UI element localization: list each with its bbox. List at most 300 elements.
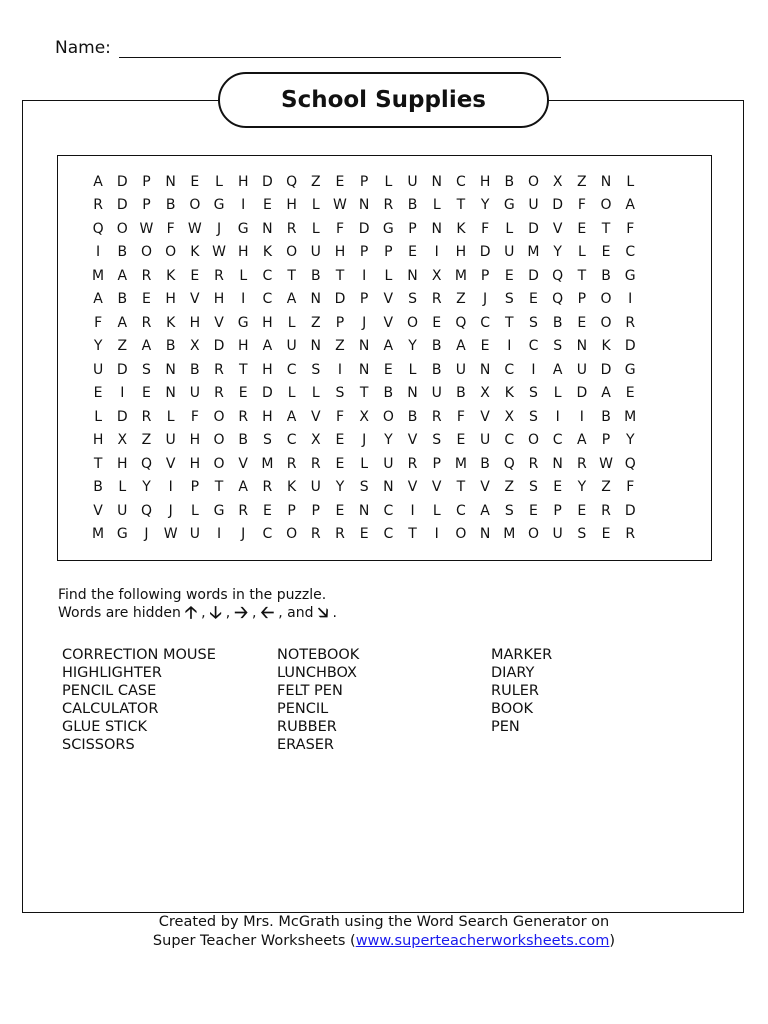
grid-letter: T [93, 455, 103, 472]
grid-letter: K [504, 385, 514, 402]
grid-row [86, 264, 642, 288]
grid-letter: U [407, 173, 418, 190]
grid-letter: E [383, 361, 393, 378]
separator: , [201, 605, 206, 621]
grid-letter: A [238, 479, 248, 496]
period: . [332, 605, 337, 621]
grid-letter: J [362, 432, 367, 449]
grid-letter: C [456, 502, 466, 519]
grid-letter: C [552, 432, 563, 449]
grid-letter: P [480, 267, 490, 284]
grid-letter: V [407, 432, 418, 449]
grid-letter: G [237, 220, 249, 237]
name-label: Name: [55, 38, 111, 58]
grid-letter: U [504, 244, 515, 261]
grid-letter: R [141, 267, 152, 284]
grid-letter: Y [553, 244, 562, 261]
grid-letter: F [577, 197, 586, 214]
grid-letter: U [479, 432, 491, 449]
grid-letter: N [165, 385, 176, 402]
grid-row [86, 217, 642, 241]
grid-letter: R [576, 455, 587, 472]
grid-letter: A [552, 361, 563, 378]
grid-letter: H [92, 432, 104, 449]
grid-letter: L [384, 267, 393, 284]
grid-letter: R [238, 408, 249, 425]
grid-letter: Z [456, 291, 466, 308]
grid-letter: R [214, 267, 224, 284]
grid-row [86, 452, 642, 476]
grid-letter: D [116, 361, 128, 378]
grid-letter: F [626, 220, 635, 237]
grid-letter: R [141, 408, 152, 425]
grid-letter: P [359, 173, 369, 190]
grid-letter: Z [335, 338, 345, 355]
grid-letter: O [455, 526, 467, 543]
grid-letter: S [408, 291, 417, 308]
grid-letter: V [480, 408, 490, 425]
grid-letter: U [310, 244, 321, 261]
grid-letter: S [529, 314, 538, 331]
grid-letter: D [600, 361, 612, 378]
grid-letter: X [117, 432, 128, 449]
grid-letter: L [311, 385, 320, 402]
grid-letter: R [286, 220, 297, 237]
grid-letter: O [213, 455, 225, 472]
grid-letter: A [93, 173, 103, 190]
arrow-left-icon: 🡠 [260, 603, 275, 623]
grid-letter: D [213, 338, 225, 355]
grid-letter: B [431, 361, 442, 378]
grid-letter: O [527, 432, 539, 449]
grid-letter: J [483, 291, 488, 308]
grid-letter: Y [408, 338, 417, 355]
grid-letter: Q [455, 314, 467, 331]
grid-letter: H [334, 244, 346, 261]
grid-letter: X [359, 408, 369, 425]
grid-letter: P [359, 291, 369, 308]
grid-letter: V [238, 455, 248, 472]
instruction-line-1: Find the following words in the puzzle. [58, 587, 327, 603]
grid-letter: E [262, 502, 272, 519]
grid-letter: C [262, 291, 273, 308]
grid-letter: A [286, 291, 297, 308]
grid-letter: F [456, 408, 465, 425]
grid-letter: D [552, 197, 564, 214]
grid-letter: K [601, 338, 611, 355]
grid-letter: D [116, 408, 128, 425]
grid-letter: Y [480, 197, 490, 214]
grid-letter: A [625, 197, 635, 214]
grid-letter: E [625, 385, 635, 402]
grid-row [86, 476, 642, 500]
grid-letter: N [358, 338, 370, 355]
grid-letter: K [287, 479, 297, 496]
grid-letter: N [358, 502, 370, 519]
grid-letter: L [384, 173, 393, 190]
grid-letter: X [431, 267, 442, 284]
grid-letter: L [432, 502, 441, 519]
grid-letter: Z [310, 314, 321, 331]
grid-letter: L [287, 314, 296, 331]
word-item: RUBBER [277, 719, 337, 735]
grid-letter: H [213, 291, 225, 308]
grid-letter: H [455, 244, 467, 261]
grid-letter: Z [504, 479, 515, 496]
word-item: MARKER [491, 647, 553, 663]
grid-letter: L [215, 173, 223, 190]
grid-letter: R [625, 314, 636, 331]
grid-letter: B [383, 385, 394, 402]
word-item: RULER [491, 683, 540, 699]
grid-letter: V [190, 291, 200, 308]
grid-letter: P [577, 291, 587, 308]
grid-letter: W [212, 244, 226, 261]
grid-letter: R [141, 314, 152, 331]
grid-letter: D [479, 244, 491, 261]
grid-letter: A [117, 267, 128, 284]
grid-letter: I [434, 526, 439, 543]
grid-letter: O [527, 173, 539, 190]
word-item: DIARY [491, 665, 535, 681]
instruction-prefix: Words are hidden [58, 605, 181, 621]
grid-letter: I [241, 291, 246, 308]
grid-letter: B [117, 244, 128, 261]
grid-letter: X [190, 338, 200, 355]
grid-letter: D [262, 385, 273, 402]
grid-letter: E [335, 502, 345, 519]
grid-letter: U [383, 455, 394, 472]
grid-letter: W [599, 455, 613, 472]
grid-letter: H [189, 432, 201, 449]
and-text: , and [278, 605, 314, 621]
word-item: PEN [491, 719, 520, 735]
grid-letter: F [190, 408, 199, 425]
grid-letter: U [92, 361, 104, 378]
grid-letter: G [116, 526, 128, 543]
grid-letter: H [117, 455, 128, 472]
grid-letter: G [503, 197, 515, 214]
grid-letter: Z [117, 338, 128, 355]
grid-letter: X [480, 385, 490, 402]
grid-letter: J [144, 526, 149, 543]
grid-letter: O [213, 408, 225, 425]
grid-letter: Q [140, 502, 152, 519]
grid-letter: R [335, 526, 345, 543]
grid-letter: B [480, 455, 490, 472]
grid-letter: I [216, 526, 222, 543]
grid-letter: G [382, 220, 394, 237]
grid-letter: I [168, 479, 173, 496]
grid-letter: C [286, 361, 297, 378]
grid-letter: L [287, 385, 296, 402]
grid-letter: E [142, 291, 151, 308]
grid-letter: C [504, 361, 515, 378]
grid-letter: U [286, 338, 297, 355]
grid-letter: P [553, 502, 562, 519]
grid-letter: L [626, 173, 635, 190]
footer-link[interactable]: www.superteacherworksheets.com [355, 933, 610, 949]
grid-letter: I [241, 197, 246, 214]
grid-letter: L [239, 267, 248, 284]
grid-letter: V [383, 314, 394, 331]
grid-letter: S [529, 479, 538, 496]
name-write-line[interactable] [119, 57, 561, 58]
grid-letter: S [262, 432, 272, 449]
grid-letter: O [189, 197, 201, 214]
page-title: School Supplies [218, 72, 549, 128]
grid-letter: E [432, 314, 442, 331]
grid-letter: U [189, 526, 200, 543]
grid-letter: N [576, 338, 588, 355]
grid-letter: M [92, 526, 105, 543]
word-item: GLUE STICK [62, 719, 147, 735]
arrow-diagonal-icon: 🡦 [317, 603, 329, 623]
grid-letter: U [552, 526, 563, 543]
grid-letter: B [165, 338, 176, 355]
word-list-column-3 [491, 646, 552, 736]
grid-letter: F [481, 220, 490, 237]
grid-letter: V [214, 314, 224, 331]
word-list-column-2 [277, 646, 359, 754]
grid-letter: Y [142, 479, 151, 496]
grid-letter: O [286, 526, 298, 543]
grid-letter: I [507, 338, 512, 355]
grid-letter: Q [552, 291, 564, 308]
grid-letter: X [504, 408, 515, 425]
grid-letter: Q [286, 173, 298, 190]
grid-letter: H [189, 455, 201, 472]
grid-letter: E [408, 244, 417, 261]
grid-letter: A [577, 432, 587, 449]
grid-letter: Y [577, 479, 587, 496]
grid-letter: D [358, 220, 370, 237]
grid-letter: D [528, 220, 539, 237]
grid-letter: Q [503, 455, 515, 472]
grid-letter: A [286, 408, 297, 425]
grid-letter: N [431, 220, 442, 237]
grid-letter: W [139, 220, 154, 237]
grid-letter: L [553, 385, 562, 402]
grid-letter: A [117, 314, 128, 331]
grid-letter: G [624, 361, 636, 378]
grid-letter: V [383, 291, 394, 308]
grid-letter: O [600, 291, 612, 308]
grid-letter: H [165, 291, 176, 308]
grid-letter: O [165, 244, 177, 261]
grid-letter: C [625, 244, 636, 261]
grid-letter: N [600, 173, 612, 190]
word-item: PENCIL CASE [62, 683, 157, 699]
grid-letter: U [455, 361, 467, 378]
grid-letter: P [311, 502, 320, 519]
grid-letter: I [120, 385, 125, 402]
grid-letter: D [334, 291, 346, 308]
grid-letter: T [238, 361, 248, 378]
separator: , [225, 605, 231, 621]
word-item: CORRECTION MOUSE [62, 647, 216, 663]
grid-row [86, 311, 642, 335]
grid-letter: E [577, 314, 587, 331]
grid-letter: D [262, 173, 273, 190]
grid-letter: O [407, 314, 419, 331]
grid-letter: N [165, 173, 176, 190]
grid-row [86, 429, 642, 453]
footer-source [0, 932, 768, 951]
grid-letter: T [287, 267, 296, 284]
word-item: PENCIL [277, 701, 329, 717]
grid-letter: L [432, 197, 441, 214]
grid-letter: K [166, 314, 176, 331]
separator: , [251, 605, 257, 621]
grid-letter: D [576, 385, 588, 402]
grid-letter: R [238, 502, 249, 519]
grid-letter: D [624, 502, 636, 519]
grid-letter: F [335, 408, 344, 425]
grid-letter: T [577, 267, 587, 284]
grid-letter: E [93, 385, 103, 402]
grid-letter: R [214, 361, 224, 378]
word-item: SCISSORS [62, 737, 135, 753]
grid-letter: N [262, 220, 273, 237]
grid-letter: A [93, 291, 103, 308]
grid-letter: P [142, 197, 151, 214]
grid-letter: H [237, 244, 249, 261]
grid-letter: S [529, 408, 538, 425]
grid-letter: M [454, 267, 467, 284]
arrow-right-icon: 🡢 [234, 603, 248, 623]
grid-letter: V [431, 479, 442, 496]
grid-letter: E [504, 267, 514, 284]
grid-letter: V [165, 455, 176, 472]
grid-letter: Q [92, 220, 104, 237]
grid-letter: P [432, 455, 441, 472]
grid-letter: E [359, 526, 369, 543]
grid-letter: R [214, 385, 224, 402]
grid-letter: O [286, 244, 298, 261]
grid-letter: N [165, 361, 176, 378]
grid-letter: Z [577, 173, 587, 190]
grid-letter: U [189, 385, 200, 402]
grid-letter: O [600, 314, 612, 331]
grid-letter: I [96, 244, 101, 261]
grid-letter: O [527, 526, 539, 543]
grid-letter: B [407, 197, 418, 214]
grid-letter: R [383, 197, 394, 214]
grid-letter: S [359, 479, 369, 496]
grid-letter: S [577, 526, 587, 543]
grid-letter: R [310, 526, 321, 543]
grid-letter: E [142, 385, 151, 402]
grid-row [86, 288, 642, 312]
grid-letter: E [577, 502, 587, 519]
grid-letter: Z [310, 173, 321, 190]
grid-letter: D [116, 173, 128, 190]
word-item: HIGHLIGHTER [62, 665, 162, 681]
grid-letter: L [360, 455, 369, 472]
grid-letter: B [504, 173, 515, 190]
grid-letter: G [213, 502, 225, 519]
grid-letter: V [407, 479, 418, 496]
grid-letter: N [358, 197, 370, 214]
grid-letter: L [311, 220, 320, 237]
grid-letter: P [190, 479, 200, 496]
grid-letter: Y [384, 432, 393, 449]
grid-letter: H [237, 173, 249, 190]
grid-letter: E [335, 455, 345, 472]
grid-letter: A [480, 502, 490, 519]
grid-letter: P [359, 244, 369, 261]
grid-row [86, 194, 642, 218]
word-list-column-1 [62, 646, 216, 754]
grid-letter: E [529, 502, 538, 519]
grid-letter: R [407, 455, 418, 472]
grid-letter: T [505, 314, 514, 331]
grid-letter: P [384, 244, 393, 261]
grid-letter: N [407, 385, 418, 402]
grid-letter: R [93, 197, 103, 214]
grid-letter: B [238, 432, 249, 449]
grid-row [86, 335, 642, 359]
grid-letter: T [408, 526, 417, 543]
grid-row [86, 382, 642, 406]
grid-letter: W [333, 197, 347, 214]
grid-letter: T [359, 385, 369, 402]
grid-letter: B [117, 291, 128, 308]
grid-letter: S [432, 432, 442, 449]
footer-credit: Created by Mrs. McGrath using the Word Search Generator on [158, 914, 610, 930]
grid-letter: W [163, 526, 178, 543]
grid-letter: C [528, 338, 539, 355]
grid-letter: M [527, 244, 540, 261]
grid-letter: T [601, 220, 611, 237]
grid-letter: S [504, 502, 514, 519]
grid-letter: U [165, 432, 176, 449]
grid-letter: R [528, 455, 539, 472]
grid-letter: B [601, 408, 611, 425]
grid-letter: P [601, 432, 611, 449]
grid-letter: T [335, 267, 345, 284]
grid-letter: U [576, 361, 587, 378]
grid-letter: Q [624, 455, 636, 472]
grid-letter: E [262, 197, 272, 214]
grid-letter: T [214, 479, 224, 496]
grid-letter: M [624, 408, 637, 425]
grid-letter: R [431, 291, 442, 308]
grid-letter: L [190, 502, 199, 519]
grid-row [86, 241, 642, 265]
grid-letter: Q [140, 455, 152, 472]
grid-letter: F [94, 314, 103, 331]
grid-letter: W [187, 220, 202, 237]
grid-letter: S [553, 338, 563, 355]
grid-row [86, 358, 642, 382]
grid-letter: C [286, 432, 297, 449]
grid-letter: M [92, 267, 105, 284]
grid-letter: G [237, 314, 249, 331]
grid-letter: A [262, 338, 273, 355]
grid-letter: L [94, 408, 102, 425]
grid-letter: U [310, 479, 321, 496]
grid-letter: A [601, 385, 611, 402]
word-search-grid [86, 170, 642, 546]
grid-letter: N [310, 291, 322, 308]
grid-letter: X [552, 173, 563, 190]
grid-letter: L [166, 408, 175, 425]
grid-letter: V [552, 220, 563, 237]
grid-letter: H [262, 314, 273, 331]
grid-letter: G [624, 267, 636, 284]
